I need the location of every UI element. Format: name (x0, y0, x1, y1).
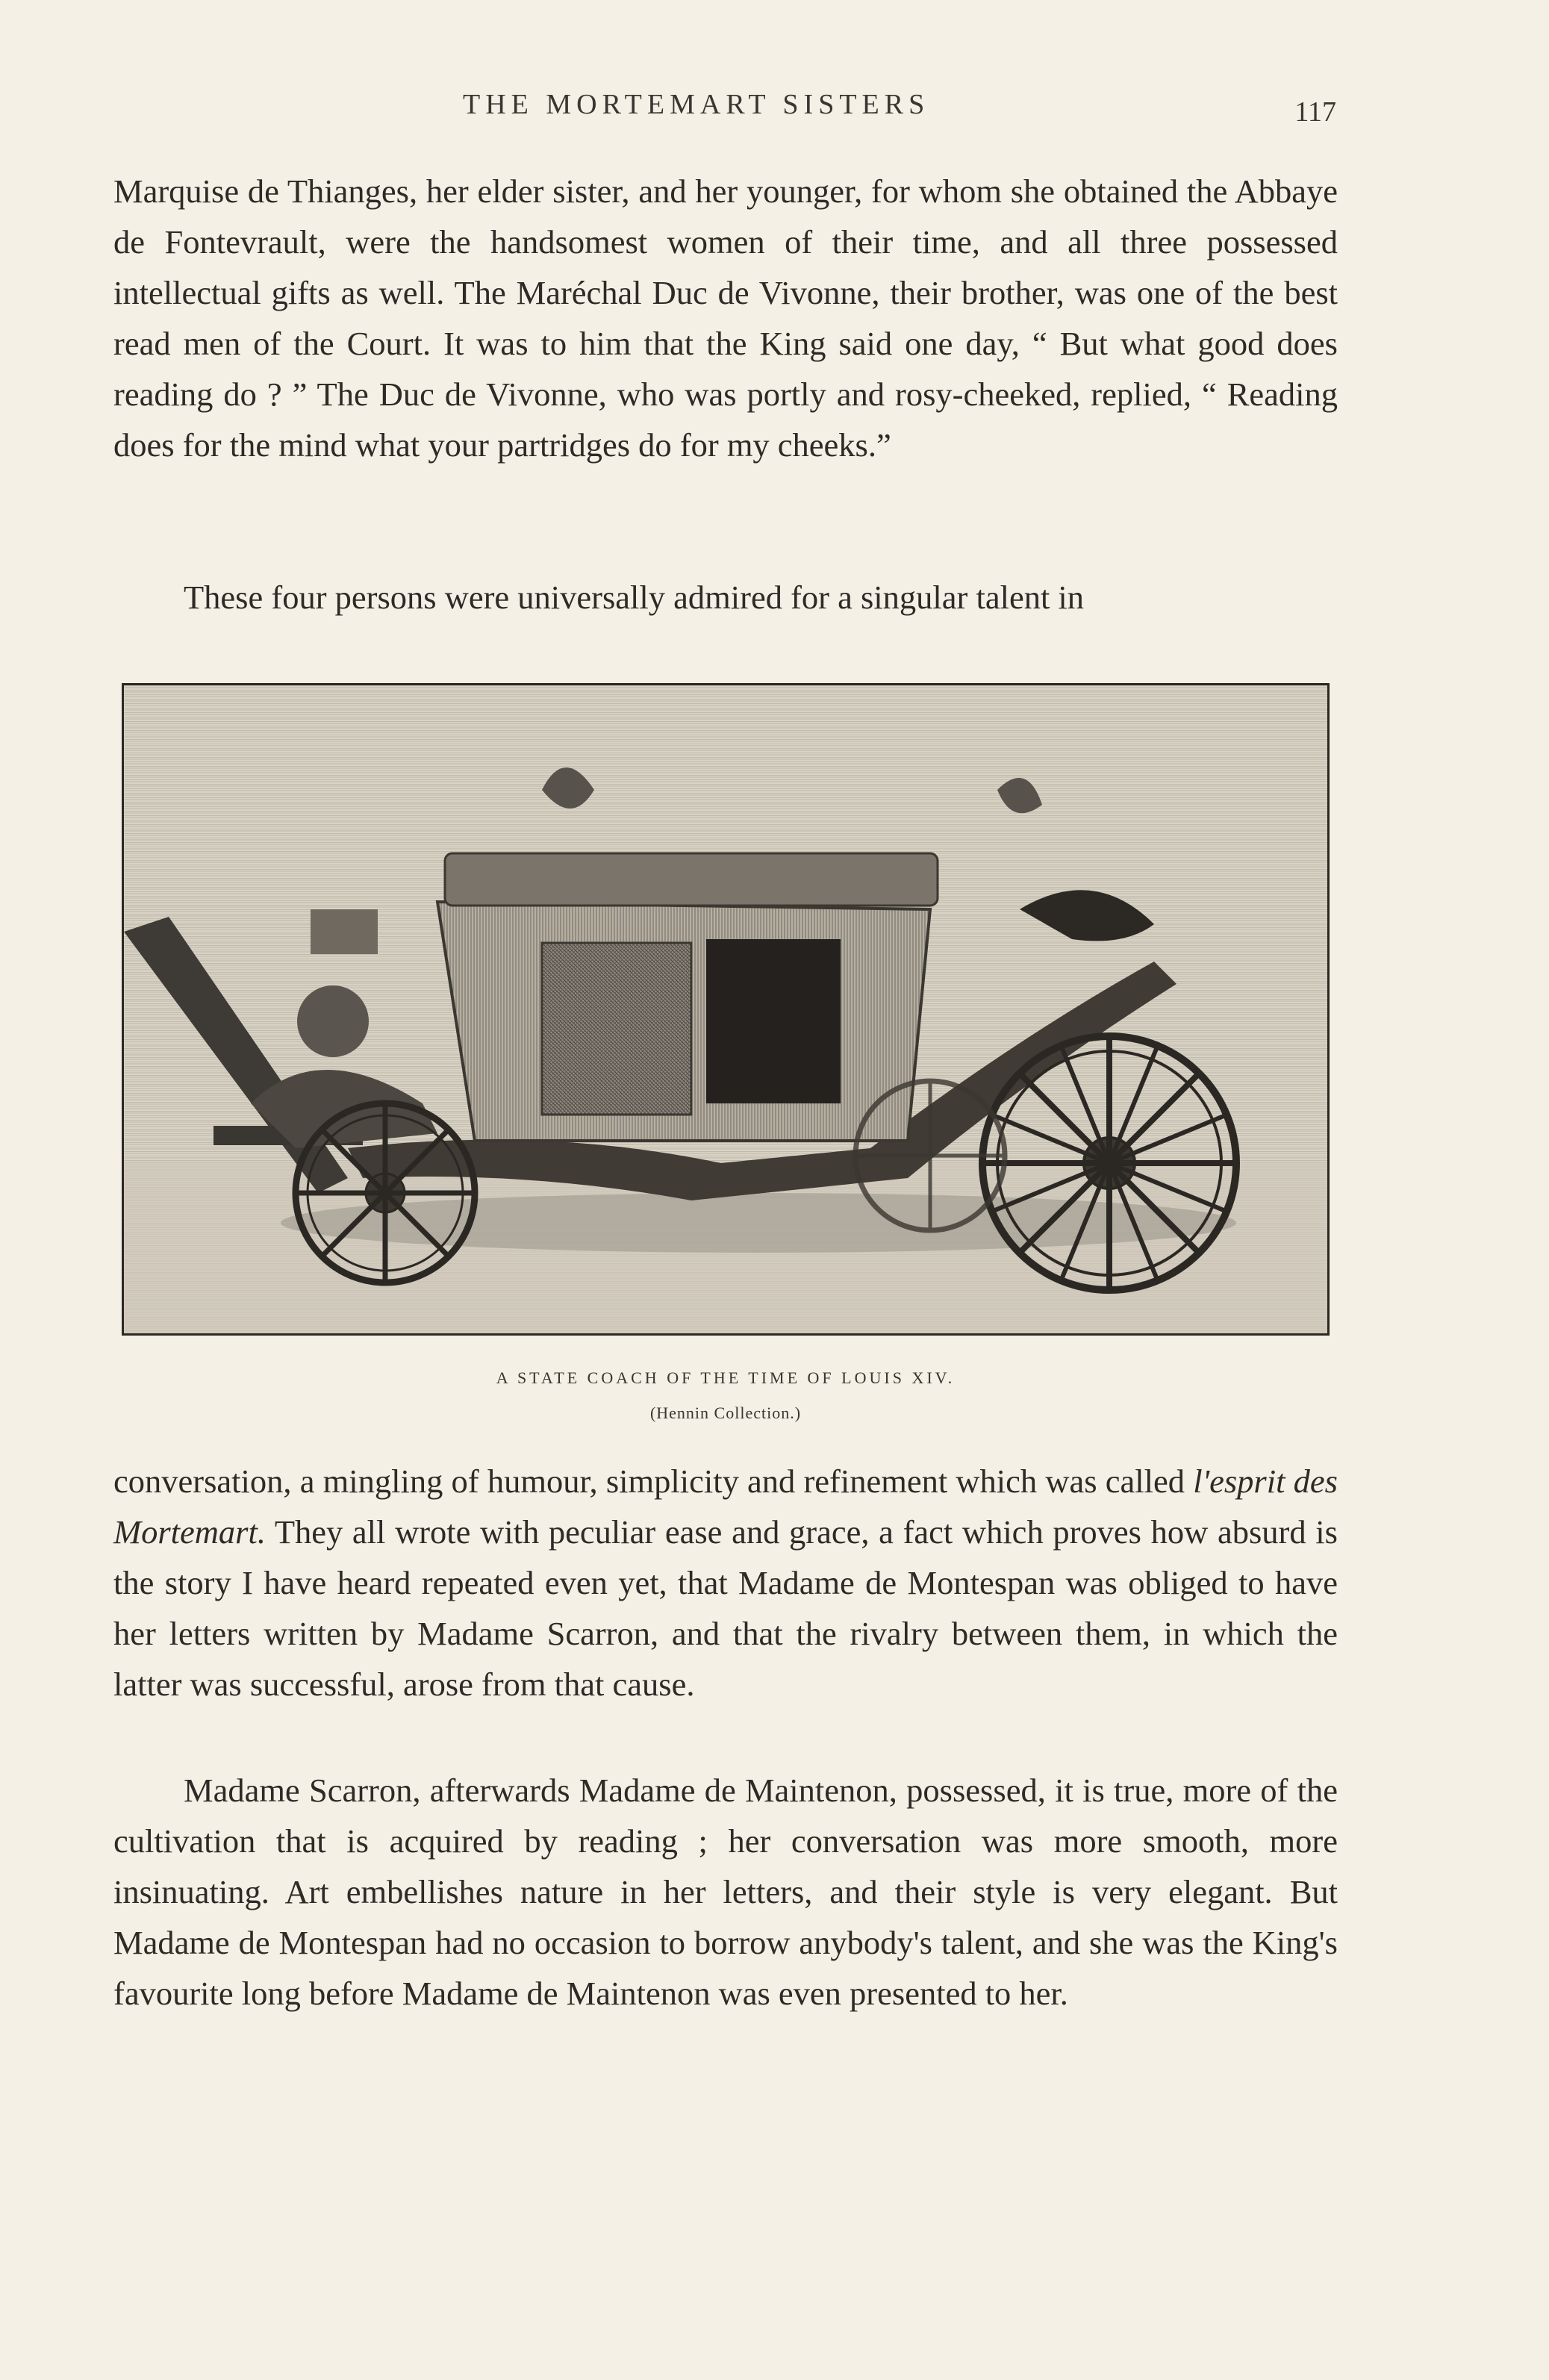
page-number: 117 (1294, 96, 1336, 128)
paragraph-3-text-a: conversation, a mingling of humour, simplicity and refinement which was called (113, 1462, 1194, 1500)
coach-engraving (124, 685, 1327, 1333)
italic-phrase: l'esprit des Mortemart. (113, 1462, 1338, 1551)
paragraph-2: These four persons were universally admired for a singular talent in (184, 579, 1085, 616)
paragraph-4: Madame Scarron, afterwards Madame de Maintenon, possessed, it is true, more of the cultivation that is acquired by reading ; her conversation was more smooth, more insinuating. Art embellishes nature in her letters, and their style is very elegant. But Madame de Montespan had no occasion to borrow anybody's talent, and she was the King's favourite long before Madame de Maintenon was even presented to her. (113, 1772, 1338, 2012)
paragraph-1: Marquise de Thianges, her elder sister, and her younger, for whom she obtained the Abbaye de Fontevrault, were the handsomest women of their time, and all three possessed intellectual gifts as well. The Maréchal Duc de Vivonne, their brother, was one of the best read men of the Court. It was to him that the King said one day, “ But what good does reading do ? ” The Duc de Vivonne, who was portly and rosy-cheeked, replied, “ Reading does for the mind what your partridges do for my cheeks.” (113, 172, 1338, 464)
figure-caption: A STATE COACH OF THE TIME OF LOUIS XIV. (496, 1368, 956, 1387)
figure-credit: (Hennin Collection.) (649, 1404, 802, 1422)
paragraph-3-text-b: They all wrote with peculiar ease and grace, a fact which proves how absurd is the story I have heard repeated even yet, that Madame de Montespan was obliged to have her letters written by Madame Scarron, and that the rivalry between them, in which the latter was successful, arose from that cause. (113, 1513, 1338, 1703)
page-header (112, 88, 1336, 133)
coach-illustration (122, 683, 1330, 1336)
paragraph-3 (113, 1456, 1338, 1710)
running-title: THE MORTEMART SISTERS (463, 89, 930, 120)
